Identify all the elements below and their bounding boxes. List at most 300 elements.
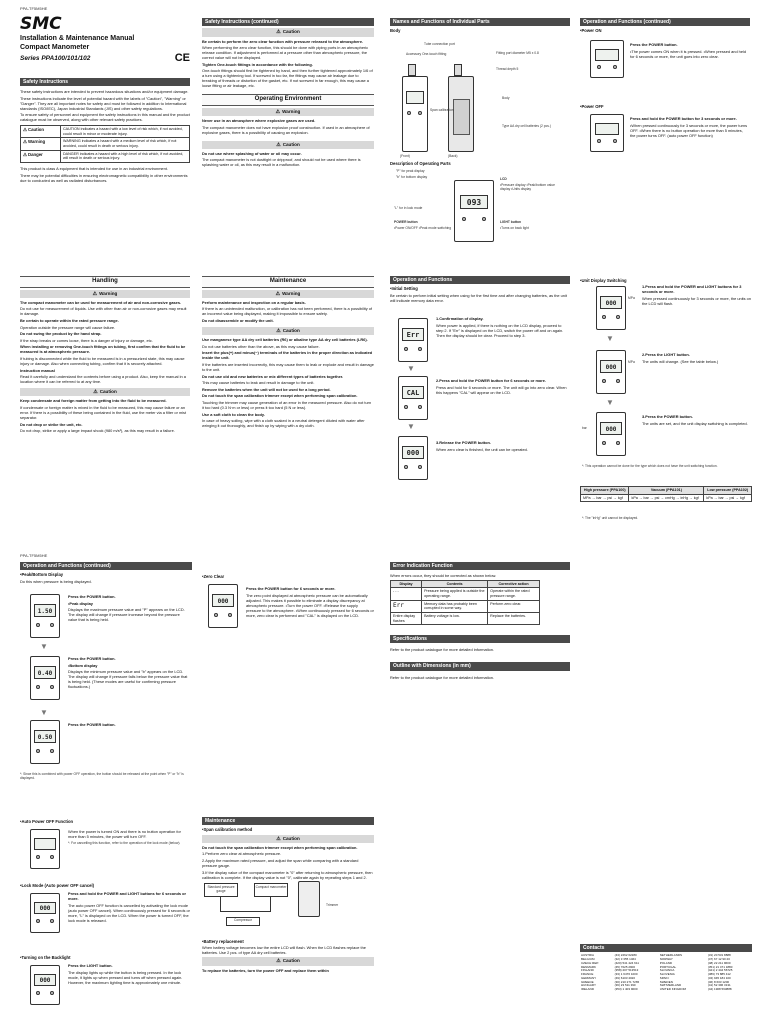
unit-table-cell: kPa → bar → psi → cmHg → inHg → kgf — [629, 494, 704, 502]
contact-country: GREECE — [581, 979, 594, 984]
contact-country: HUNGARY — [581, 983, 596, 988]
contact-phone: (43) 2262 62280 — [614, 953, 637, 958]
caution-bar: ⚠ Caution — [202, 835, 374, 843]
maintenance-item-title: Do not disassemble or modify the unit. — [202, 317, 274, 323]
pipe-line — [220, 897, 221, 911]
operating-parts-device: 093 — [454, 180, 494, 242]
outline-heading: Outline with Dimensions (in mm) — [390, 662, 570, 670]
power-off-text: •When pressed continuously for 3 seconds or more, the power turns OFF. •When there is no button operation for more than 5 minutes, the power turns OFF. (auto power OFF function) — [630, 122, 748, 138]
contacts-table — [580, 954, 752, 992]
unit-step2-text-block — [642, 352, 752, 365]
ce-mark: CE — [174, 52, 190, 65]
pipe-line — [220, 911, 271, 912]
lock-mode-title: •Lock Mode (Auto power OFF cancel) — [20, 883, 95, 888]
contact-phone: (353) 1 403 9000 — [614, 987, 638, 991]
callout-fitting: Accessory One-touch fitting — [406, 52, 447, 56]
unit-table-cell: MPa → bar → psi → kgf — [581, 494, 629, 502]
power-off-title: •Power OFF — [580, 104, 604, 109]
caution-icon: ⚠ — [276, 327, 281, 334]
bottom-step-title: Press the POWER button. — [68, 656, 116, 661]
safety-intro-2: These instructions indicate the level of potential hazard with the labels of "Caution", "Warning" or "Danger". They are all important notes for safety and must be followed in addition to International standards (ISO/IEC), Japan Industrial Standards (JIS) and other safety regulations. — [20, 95, 187, 111]
lock-label: "L" for in lock mode — [394, 206, 423, 210]
zero-clear-text-block — [246, 586, 374, 619]
contact-phone: (31) 20 531 8888 — [707, 953, 731, 958]
span-diagram — [202, 881, 374, 937]
caution-icon: ⚠ — [276, 958, 281, 965]
caution-bar: ⚠ Caution — [20, 388, 190, 396]
unit-step3-title: 3.Press the POWER button. — [642, 414, 693, 419]
lock-text-block — [68, 891, 190, 924]
caution-bar: ⚠ Caution — [202, 957, 374, 965]
manual-title: Installation & Maintenance Manual — [20, 35, 135, 43]
zero-clear-title: •Zero Clear — [202, 574, 225, 579]
unit-step2-device: 000 — [596, 350, 626, 394]
backlight-title: •Turning on the Backlight — [20, 955, 71, 960]
backlight-step: Press the LIGHT button. — [68, 963, 113, 968]
auto-off-text-block — [68, 829, 190, 845]
contact-phone: (44) 1908 563888 — [707, 987, 732, 991]
down-arrow-icon: ▼ — [40, 708, 48, 717]
handling-item-text: Operation outside the pressure range will cause failure. — [20, 324, 116, 330]
contact-country: SWEDEN — [659, 979, 673, 984]
table-row — [581, 494, 752, 502]
contact-phone: (49) 6103 4020 — [614, 975, 635, 980]
column-maintenance — [202, 276, 374, 430]
power-on-text: •The power comes ON when it is pressed. •When pressed and held for 6 seconds or more, the unit goes into zero clear. — [630, 48, 747, 59]
peak-bottom-title: •Peak/Bottom Display — [20, 572, 64, 578]
handling-caution-title: Keep condensate and foreign matter from getting into the fluid to be measured. — [20, 398, 167, 404]
callout-span-calibration: Span calibration — [430, 108, 454, 112]
backlight-device: 000 — [30, 965, 60, 1005]
zero-clear-step: Press the POWER button for 6 seconds or more. — [246, 586, 336, 591]
peak-text-block — [68, 594, 190, 624]
lcd-items: •Pressure display •Peak/bottom value display •Units display — [500, 183, 555, 192]
lock-device: 000 — [30, 893, 60, 933]
callout-port-diameter: Fitting port diameter M5 x 0.8 — [496, 51, 539, 55]
fitting-illustration — [408, 64, 416, 76]
contact-country: POLAND — [659, 960, 673, 965]
peak-display-label: •Peak display — [68, 600, 93, 606]
contact-country: GERMANY — [581, 975, 597, 980]
doc-code: PPA-TF5M5HE — [20, 6, 48, 11]
handling-item-title: When installing or removing One-touch fittings on tubing, first confirm that the fluid to be measured is at atmospheric pressure. — [20, 344, 186, 355]
maintenance-caution-text: Touching the trimmer may cause generation of an error in the measured pressure. Also do not turn it too hard (0.3 N·m or less) or press it too hard (5 N or less). — [202, 399, 372, 410]
handling-item-text: Do not use for measurement of liquids. Use with other than air or non-corrosive gases may result in damage. — [20, 306, 187, 317]
maintenance-caution-text: This may cause batteries to leak and result in damage to the unit. — [202, 380, 315, 386]
contact-country: AUSTRIA — [581, 953, 595, 958]
bottom-device — [30, 656, 60, 700]
bottom-display-label: •Bottom display — [68, 662, 98, 668]
column-safety — [20, 14, 190, 184]
handling-item-text: Read it carefully and understand the contents before using a product. Also, keep the manual in a location where it can be referred to at any time. — [20, 374, 186, 385]
zero-clear-device — [208, 584, 238, 628]
handling-item-text: If the strap breaks or comes loose, there is a danger of injury or damage, etc. — [20, 337, 153, 343]
column-zero-clear — [202, 572, 374, 682]
trimmer-device — [298, 881, 320, 917]
pipe-line — [270, 897, 271, 911]
specifications-text: Refer to the product catalogue for more detailed information. — [390, 647, 495, 653]
caution-bar: ⚠ Caution — [202, 28, 374, 36]
light-button-label: LIGHT button — [500, 220, 522, 224]
column-auto-off — [20, 817, 192, 1024]
callout-batteries: Type AA dry cell batteries (2 pcs.) — [502, 124, 551, 128]
bottom-display-text: Displays the minimum pressure value and "b" appears on the LCD. The display will change if pressure falls below the pressure value that is being held. (These modes are useful for confirming pressure fluctuations.) — [68, 669, 188, 690]
warning-icon: ⚠ — [23, 139, 29, 145]
series-name: Series PPA100/101/102 — [20, 54, 91, 62]
error-table — [390, 580, 540, 625]
peak-label: "P" for peak display — [396, 169, 425, 173]
column-unit-switching — [580, 276, 752, 526]
battery-replacement-text: When battery voltage becomes low the entire LCD will flash. When the LCD flashes replace the batteries. Use 2 pcs. of type AA dry cell batteries. — [202, 945, 366, 956]
power-on-text-block — [630, 42, 748, 60]
safety-intro-3: To ensure safety of personnel and equipment the safety instructions in this manual and the product catalogue must be observed, along with other relevant safety practices. — [20, 112, 190, 123]
maintenance-caution-title: Use manganese type AA dry cell batteries (R6) or alkaline type AA dry cell batteries (LR6). — [202, 337, 368, 343]
peak-lcd: 1.50 — [34, 604, 56, 617]
step2-device — [398, 376, 428, 420]
operating-parts-heading: Description of Operating Parts — [390, 161, 451, 166]
down-arrow-icon: ▼ — [40, 642, 48, 651]
span-step: 1.Perform zero clear at atmospheric pressure. — [202, 851, 282, 857]
unit-switching-note: *: This operation cannot be done for the type which does not have the unit switching function. — [582, 464, 718, 468]
peak-device — [30, 594, 60, 638]
column-span-calibration — [202, 817, 374, 1024]
hazard-row: ⚠ Caution CAUTION indicates a hazard with a low level of risk which, if not avoided, could result in minor or moderate injury. — [21, 126, 190, 138]
caution-icon: ⚠ — [276, 835, 281, 842]
splash-caution-title: Do not use where splashing of water or oil may occur. — [202, 150, 302, 156]
span-step: 3.If the display value of the compact manometer is "0" after returning to atmospheric pressure, then calibration is complete. If the display value is not "0", calibrate again by repeating steps 1 and 2. — [202, 869, 373, 880]
power-on-step: Press the POWER button. — [630, 42, 678, 47]
battery-replacement-title: •Battery replacement — [202, 939, 244, 945]
bottom-text-block — [68, 656, 190, 691]
error-action-cell: Operate within the rated pressure range. — [488, 588, 540, 600]
contact-country: UNITED KINGDOM — [659, 987, 687, 991]
step1-lcd: Err — [402, 328, 424, 341]
contact-country: SWITZERLAND — [659, 983, 682, 988]
span-step: 2.Apply the maximum rated pressure, and adjust the span while comparing with a standard pressure gauge. — [202, 857, 359, 868]
maintenance-caution-text: Do not use batteries other than the above, as this may cause failure. — [202, 343, 320, 349]
front-label: (Front) — [400, 154, 410, 158]
peak-step-title: Press the POWER button. — [68, 594, 116, 599]
fitting-caution-text: One-touch fittings should first be tightened by hand, and then further tightened approximately 1/6 of a turn using a tightening tool. If screwed in too far, the fittings may cause air leakage due to breaking of threads or distortion of the gasket, etc. If not screwed in far enough, this may cause a loose fitting or air leakage, etc. — [202, 68, 373, 89]
down-arrow-icon: ▼ — [606, 398, 614, 407]
contact-country: NETHERLANDS — [659, 953, 683, 958]
column-initial-setting — [390, 276, 570, 516]
contacts-section — [580, 944, 752, 992]
unit-step1-text: When pressed continuously for 3 seconds or more, the units on the LCD will flash. — [642, 295, 751, 306]
hazard-row: ⚠ Danger DANGER indicates a hazard with a high level of risk which, if not avoided, will result in death or serious injury. — [21, 150, 190, 162]
error-table-header: Corrective action — [488, 580, 540, 588]
unit-table — [580, 486, 752, 502]
column-names — [390, 18, 570, 273]
callout-body: Body — [502, 96, 510, 100]
step3-lcd: 000 — [402, 446, 424, 459]
warning-bar: ⚠ Warning — [202, 108, 374, 116]
error-display-cell: - - - — [391, 588, 422, 600]
unit-bar-label: bar — [582, 426, 587, 430]
maintenance-item-title: Perform maintenance and inspection on a regular basis. — [202, 299, 306, 305]
handling-item-title: The compact manometer can be used for measurement of air and non-corrosive gases. — [20, 299, 182, 305]
backlight-text: The display lights up while the button is being pressed. In the lock mode, it lights up when pressed and turns off when pressed again. However, the maximum lighting time is approximately one minute. — [68, 969, 183, 985]
contact-phone: (46) 8 603 1200 — [707, 979, 730, 984]
power-on-title: •Power ON — [580, 28, 602, 34]
step2-title: 2.Press and hold the POWER button for 6 seconds or more. — [436, 378, 547, 383]
caution-bar: ⚠ Caution — [202, 327, 374, 335]
safety-intro-1: These safety instructions are intended to prevent hazardous situations and/or equipment damage. — [20, 89, 189, 95]
callout-thread-depth: Thread depth 5 — [496, 67, 519, 71]
zero-clear-text: The zero point displayed at atmospheric pressure can be automatically adjusted. This makes it possible to eliminate a display discrepancy at atmospheric pressure. •Turn the power OFF. •Release the supply pressure to the atmosphere. •When continuously pressed for 6 seconds or more, zero clear is performed and "CAL" is displayed on the LCD. — [246, 592, 374, 618]
warning-icon: ⚠ — [92, 290, 98, 297]
error-display-cell: Entire display flashes — [391, 612, 422, 624]
maintenance2-heading: Maintenance — [202, 817, 374, 825]
contact-phone: (358) 207 513513 — [614, 968, 639, 973]
lock-step: Press and hold the POWER and LIGHT buttons for 6 seconds or more. — [68, 891, 187, 901]
table-row — [580, 988, 752, 992]
splash-caution-text: The compact manometer is not dusttight or dripproof, and should not be used where there is splashing water or oil, as this may result in a malfunction. — [202, 157, 361, 168]
contact-phone: (32) 3 355 1464 — [614, 957, 636, 961]
environment-heading: Operating Environment — [202, 94, 374, 106]
column-error — [390, 562, 570, 681]
light-button-functions: •Turns on back light — [500, 226, 529, 230]
step2-lcd: CAL — [402, 386, 424, 399]
power-off-text-block — [630, 116, 748, 139]
compact-manometer-box: Compact manometer — [254, 883, 288, 897]
maintenance-caution-text: In case of heavy soiling, wipe with a cloth soaked in a neutral detergent diluted with water after wringing it out thoroughly, and finish up by wiping with a dry cloth. — [202, 418, 365, 429]
warning-icon: ⚠ — [275, 108, 281, 115]
outline-text: Refer to the product catalogue for more detailed information. — [390, 674, 495, 680]
contact-phone: (33) 1 6476 1000 — [614, 972, 638, 976]
unit-step1-device: 000 — [596, 286, 626, 330]
fitting-caution-title: Tighten One-touch fittings in accordance with the following. — [202, 61, 313, 67]
initial-setting-intro: Be certain to perform initial setting when using for the first time and after changing batteries, as the unit will indicate memory data error. — [390, 292, 567, 303]
contact-country: SPAIN — [659, 975, 669, 980]
product-title: Compact Manometer — [20, 43, 90, 51]
unit-table-header: Low pressure (PPA102) — [704, 487, 752, 495]
class-a-note-1: This product is class A equipment that is intended for use in an industrial environment. — [20, 165, 168, 171]
trimmer-label: Trimmer — [326, 903, 339, 908]
maintenance-caution-title: Insert the plus(+) and minus(−) terminals of the batteries in the proper direction as indicated inside the unit. — [202, 350, 373, 361]
caution-bar: ⚠ Caution — [202, 141, 374, 149]
caution-icon: ⚠ — [276, 29, 281, 36]
contact-phone: (45) 7025 2900 — [614, 964, 635, 969]
maintenance-heading: Maintenance — [202, 276, 374, 288]
error-contents-cell: Pressure being applied is outside the operating range. — [422, 588, 488, 600]
lcd-label: LCD — [500, 177, 507, 181]
bottom-label: "b" for bottom display — [396, 175, 428, 179]
contact-country: PORTUGAL — [659, 964, 677, 969]
doc-code: PPA-TF5M5HE — [20, 553, 48, 558]
step3-title: 3.Release the POWER button. — [436, 440, 491, 445]
error-action-cell: Replace the batteries. — [488, 612, 540, 624]
down-arrow-icon: ▼ — [606, 334, 614, 343]
unit-step1-title: 1.Press and hold the POWER and LIGHT buttons for 3 seconds or more. — [642, 284, 742, 294]
peak-display-text: Displays the maximum pressure value and "P" appears on the LCD. The display will change if pressure increase beyond the pressure value that is being held. — [68, 607, 185, 623]
contact-country: BELGIUM — [581, 957, 595, 961]
maintenance-caution-title: Remove the batteries when the unit will not be used for a long period. — [202, 386, 331, 392]
back-device-illustration — [448, 76, 474, 152]
normal-lcd: 0.50 — [34, 730, 56, 743]
unit-step1-text-block — [642, 284, 752, 307]
contact-phone: (386) 73 885 412 — [707, 972, 731, 976]
error-contents-cell: Memory data has probably been corrupted in some way. — [422, 600, 488, 612]
contact-phone: (420) 541 424 611 — [614, 960, 639, 965]
column-power — [580, 18, 750, 168]
safety-cont-heading: Safety Instructions (continued) — [202, 18, 374, 26]
column-safety-cont — [202, 18, 374, 169]
power-on-device — [590, 40, 624, 78]
error-action-cell: Perform zero clear. — [488, 600, 540, 612]
contact-country: CZECH REP. — [581, 960, 599, 965]
standard-gauge-box: Standard pressure gauge — [204, 883, 238, 897]
step1-title: 1.Confirmation of display. — [436, 316, 484, 321]
maintenance-caution-text: If the batteries are inserted incorrectly, this may cause them to leak or explode and result in damage to the unit. — [202, 361, 374, 372]
compressor-box: Compressor — [226, 917, 260, 926]
span-caution-title: Do not touch the span calibration trimmer except when performing span calibration. — [202, 844, 358, 850]
contact-country: SLOVENIA — [659, 972, 675, 976]
error-contents-cell: Battery voltage is low. — [422, 612, 488, 624]
down-arrow-icon: ▼ — [407, 364, 415, 373]
unit-mpa-label: MPa — [628, 360, 635, 364]
table-row — [391, 612, 540, 624]
contact-country: NORWAY — [659, 957, 673, 961]
contact-phone: (421) 2 444 56725 — [707, 968, 733, 973]
maintenance-caution-title: Do not use old and new batteries or mix different types of batteries together. — [202, 373, 344, 379]
specifications-heading: Specifications — [390, 635, 570, 643]
maintenance-caution-title: Use a soft cloth to clean the body. — [202, 411, 265, 417]
step2-text-block — [436, 378, 568, 396]
hazard-row: ⚠ Warning WARNING indicates a hazard with a medium level of risk which, if not avoided, could result in death or serious injury. — [21, 138, 190, 150]
error-table-header: Display — [391, 580, 422, 588]
contact-phone: (351) 21 471 1880 — [707, 964, 733, 969]
maintenance-item-text: If there is an unintended malfunction, or calibration has not been performed, there is a possibility of an incorrect value being displayed, making it impossible to ensure safety. — [202, 306, 372, 317]
unit-step3-text: The units are set, and the unit display switching is completed. — [642, 420, 748, 426]
step1-text: When power is applied, if there is nothing on the LCD display, proceed to step 2. If "Err" is displayed on the LCD, switch the power off and on again. Then the display should be clear. Proceed to step 3. — [436, 322, 564, 338]
power-off-device — [590, 114, 624, 152]
step1-text-block — [436, 316, 568, 339]
initial-setting-title: •Initial Setting — [390, 286, 418, 292]
zero-clear-caution-title: Be certain to perform the zero clear function with pressure released to the atmosphere. — [202, 38, 364, 44]
handling-caution-text: If condensate or foreign matter is mixed in the fluid to be measured, this may cause failure or an error. If there is a possibility of these being contained in the fluid, use the meter via a filter or mist separator. — [20, 404, 187, 420]
unit-mpa-label: MPa — [628, 296, 635, 300]
error-intro: When errors occur, they should be corrected as shown below. — [390, 573, 497, 579]
handling-item-title: Do not swing the product by the hand strap. — [20, 331, 102, 337]
contact-country: DENMARK — [581, 964, 597, 969]
warning-bar: ⚠ Warning — [20, 290, 190, 298]
step3-text-block — [436, 440, 568, 453]
contact-phone: (34) 945 184 100 — [707, 975, 731, 980]
contact-phone: (48) 22 211 9600 — [707, 960, 731, 965]
contact-phone: (36) 23 511 390 — [614, 983, 636, 988]
handling-item-title: Instruction manual — [20, 367, 55, 373]
step3-device — [398, 436, 428, 480]
fitting-illustration — [454, 64, 462, 76]
unit-step3-text-block — [642, 414, 752, 427]
peak-section-heading: Operation and Functions (continued) — [20, 562, 192, 570]
normal-step-title: Press the POWER button. — [68, 722, 116, 727]
battery-caution-text: To replace the batteries, turn the power OFF and replace them within — [202, 967, 329, 973]
explosive-warning-text: The compact manometer does not have explosion proof construction. If used in an atmosphere of explosive gases, there is a possibility of causing an explosion. — [202, 124, 370, 135]
auto-off-device — [30, 829, 60, 869]
auto-off-title: •Auto Power OFF Function — [20, 819, 74, 824]
error-heading: Error Indication Function — [390, 562, 570, 570]
column-handling — [20, 276, 190, 435]
zero-clear-caution-text: When performing the zero clear function, this should be done with piping ports in an atmospheric release condition. If adjustment is performed at a pressure other than atmospheric pressure, the correct value will not be displayed. — [202, 45, 369, 61]
step3-text: When zero clear is finished, the unit can be operated. — [436, 446, 528, 452]
hazard-table — [20, 125, 190, 163]
handling-heading: Handling — [20, 276, 190, 288]
auto-off-note: *: For cancelling this function, refer to the operation of the lock mode (below). — [68, 840, 181, 845]
maintenance-caution-title: Do not touch the span calibration trimmer except when performing span calibration. — [202, 393, 358, 399]
danger-icon: ⚠ — [23, 151, 29, 157]
lock-text: The auto power OFF function is cancelled by activating the lock mode (auto power OFF cancel). When continuously pressed for 6 seconds or more, "L" is displayed on the LCD. When the power is turned OFF, the lock mode is released. — [68, 902, 190, 923]
step1-device — [398, 318, 428, 362]
unit-table-header: Vacuum (PPA101) — [629, 487, 704, 495]
span-calibration-title: •Span calibration method — [202, 827, 253, 833]
contact-country: SLOVAKIA — [659, 968, 675, 973]
power-off-step: Press and hold the POWER button for 3 seconds or more. — [630, 116, 737, 121]
zero-clear-lcd: 000 — [212, 594, 234, 607]
operation-heading: Operation and Functions — [390, 276, 570, 284]
warning-icon: ⚠ — [275, 290, 281, 297]
contact-country: IRELAND — [581, 987, 595, 991]
table-row — [391, 588, 540, 600]
backlight-text-block — [68, 963, 190, 986]
step2-text: Press and hold for 6 seconds or more. The unit will go into zero clear. When this happens "CAL" will appear on the LCD. — [436, 384, 567, 395]
handling-caution-title: Do not drop or strike the unit, etc. — [20, 421, 83, 427]
unit-switching-title: •Unit Display Switching — [580, 278, 627, 283]
caution-icon: ⚠ — [276, 141, 281, 148]
smc-logo: SMC — [20, 14, 62, 34]
auto-off-text: When the power is turned ON and there is no button operation for more than 5 minutes, the power will turn OFF. — [68, 829, 181, 839]
power-button-functions: •Power ON/OFF •Peak mode switching — [394, 226, 452, 230]
warning-bar: ⚠ Warning — [202, 290, 374, 298]
error-table-header: Contents — [422, 580, 488, 588]
contact-phone: (47) 67 12 90 20 — [707, 957, 730, 961]
unit-table-header: High pressure (PPA100) — [581, 487, 629, 495]
callout-tube-port: Tube connection port — [424, 42, 455, 46]
class-a-note-2: There may be potential difficulties in ensuring electromagnetic compatibility in other environments due to conducted as well as radiated disturbances. — [20, 172, 188, 183]
bottom-lcd: 0.40 — [34, 666, 56, 679]
power-button-label: POWER button — [394, 220, 418, 224]
peak-note: *: Since this is combined with power OFF operation, the button should be released at the point when "P" or "b" is displayed. — [20, 772, 184, 781]
unit-table-cell: kPa → bar → psi → kgf — [704, 494, 752, 502]
normal-device — [30, 720, 60, 764]
body-label: Body — [390, 28, 401, 34]
explosive-warning-title: Never use in an atmosphere where explosive gases are used. — [202, 118, 316, 124]
unit-step2-title: 2.Press the LIGHT button. — [642, 352, 690, 357]
contact-country: FRANCE — [581, 972, 594, 976]
contacts-heading: Contacts — [580, 944, 752, 952]
contact-phone: (41) 52 396 3131 — [707, 983, 731, 988]
peak-bottom-intro: Do this when pressure is being displayed. — [20, 578, 92, 584]
down-arrow-icon: ▼ — [407, 422, 415, 431]
unit-step2-text: The units will change. (See the table below.) — [642, 358, 719, 364]
contact-phone: (30) 210 271 7265 — [614, 979, 640, 984]
handling-caution-text: Do not drop, strike or apply a large impact shock (980 m/s²), as this may result in a failure. — [20, 428, 175, 434]
names-heading: Names and Functions of Individual Parts — [390, 18, 570, 26]
handling-item-title: Be certain to operate within the rated pressure range. — [20, 317, 119, 323]
handling-item-text: If tubing is disconnected while the fluid to be measured is in a pressurized state, this may cause injury or damage. Also when connecting tubing, confirm that it is securely attached. — [20, 355, 185, 366]
front-device-illustration — [402, 76, 428, 152]
contact-country: FINLAND — [581, 968, 594, 973]
op-cont-heading: Operation and Functions (continued) — [580, 18, 750, 26]
caution-icon: ⚠ — [93, 389, 98, 396]
unit-step3-device: 000 — [596, 412, 626, 456]
table-row — [391, 600, 540, 612]
error-display-cell: Err — [391, 600, 422, 612]
unit-table-note: *: The "inHg" unit cannot be displayed. — [582, 516, 639, 520]
column-peak-bottom — [20, 562, 192, 812]
back-label: (Back) — [448, 154, 458, 158]
